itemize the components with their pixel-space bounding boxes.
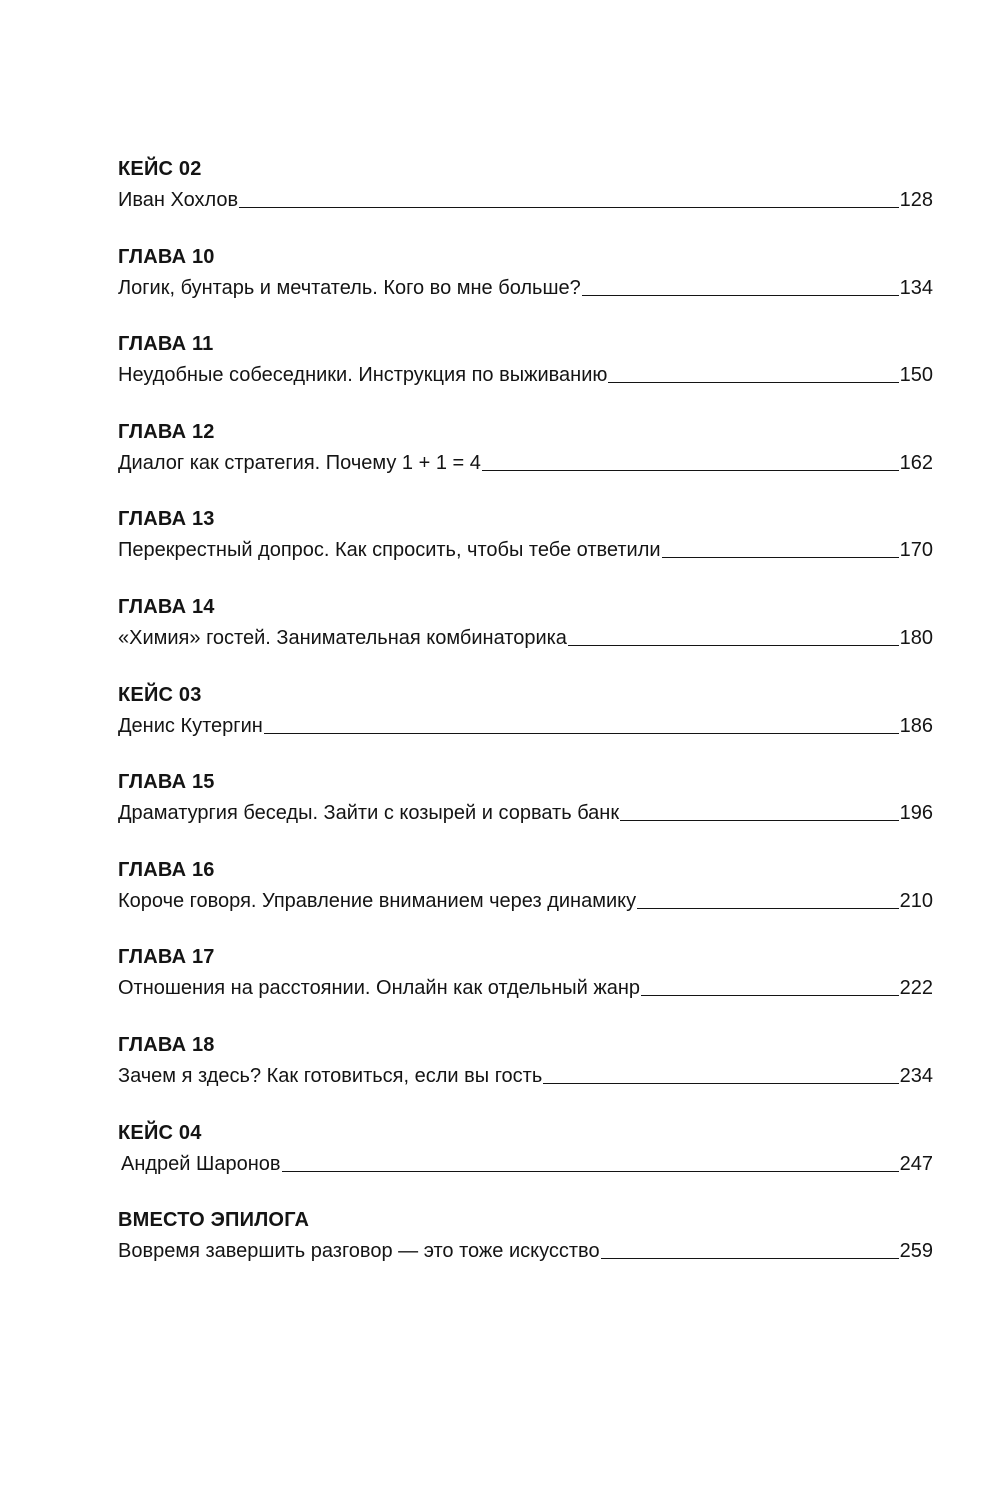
leader-line	[662, 557, 899, 558]
toc-entry	[118, 187, 933, 213]
toc-entry	[118, 1238, 933, 1264]
page-number: 128	[899, 189, 933, 211]
section-heading: ГЛАВА 11	[118, 333, 214, 356]
leader-line	[482, 470, 899, 471]
entry-title: Логик, бунтарь и мечтатель. Кого во мне больше?	[118, 276, 581, 299]
section-heading: ГЛАВА 13	[118, 508, 215, 531]
page-number: 234	[899, 1064, 933, 1087]
toc-entry	[118, 537, 933, 563]
page-number: 150	[899, 364, 933, 387]
page-number: 186	[899, 714, 933, 737]
section-heading: ВМЕСТО ЭПИЛОГА	[118, 1209, 310, 1232]
toc-entry	[118, 625, 933, 651]
page-number: 210	[899, 889, 933, 912]
toc-section-chapter-17	[118, 944, 933, 1032]
entry-title: Денис Кутергин	[118, 714, 263, 737]
leader-line	[264, 733, 899, 734]
section-heading: КЕЙС 03	[118, 683, 202, 706]
section-heading: ГЛАВА 15	[118, 771, 215, 794]
toc-entry	[118, 1151, 933, 1177]
leader-line	[601, 1258, 899, 1259]
entry-title: Иван Хохлов	[118, 189, 239, 211]
toc-entry	[118, 450, 933, 476]
toc-entry	[118, 888, 933, 914]
toc-entry	[118, 800, 933, 826]
leader-line	[568, 645, 899, 646]
toc-section-chapter-14	[118, 594, 933, 682]
toc-entry	[118, 713, 933, 739]
leader-line	[582, 295, 899, 296]
section-heading: ГЛАВА 10	[118, 245, 215, 268]
page-number: 180	[899, 626, 933, 649]
toc-section-chapter-13	[118, 506, 933, 594]
toc-section-chapter-16	[118, 857, 933, 945]
page-number: 247	[899, 1152, 933, 1175]
toc-section-case-02	[118, 156, 933, 244]
entry-title: Андрей Шаронов	[121, 1152, 281, 1175]
leader-line	[637, 908, 899, 909]
section-heading: КЕЙС 02	[118, 158, 202, 180]
section-heading: КЕЙС 04	[118, 1121, 202, 1144]
toc-entry	[118, 362, 933, 388]
leader-line	[641, 995, 899, 996]
section-heading: ГЛАВА 12	[118, 420, 215, 443]
entry-title: Зачем я здесь? Как готовиться, если вы гость	[118, 1064, 543, 1087]
page-number: 134	[899, 276, 933, 299]
section-heading: ГЛАВА 17	[118, 946, 215, 969]
toc-section-chapter-15	[118, 769, 933, 857]
toc-entry	[118, 275, 933, 301]
toc-section-chapter-18	[118, 1032, 933, 1120]
leader-line	[239, 207, 898, 208]
entry-title: Неудобные собеседники. Инструкция по выживанию	[118, 364, 608, 387]
page-number: 196	[899, 802, 933, 825]
entry-title: Драматургия беседы. Зайти с козырей и сорвать банк	[118, 802, 620, 825]
table-of-contents	[118, 156, 933, 1295]
section-heading: ГЛАВА 16	[118, 858, 215, 881]
entry-title: «Химия» гостей. Занимательная комбинаторика	[118, 626, 567, 649]
page-number: 222	[899, 977, 933, 1000]
toc-section-epilogue	[118, 1207, 933, 1295]
page-number: 259	[899, 1240, 933, 1263]
toc-section-chapter-11	[118, 331, 933, 419]
entry-title: Диалог как стратегия. Почему 1 + 1 = 4	[118, 451, 481, 474]
leader-line	[620, 820, 899, 821]
toc-entry	[118, 975, 933, 1001]
toc-section-chapter-10	[118, 244, 933, 332]
page-number: 170	[899, 539, 933, 562]
entry-title: Отношения на расстоянии. Онлайн как отдельный жанр	[118, 977, 641, 1000]
toc-entry	[118, 1063, 933, 1089]
leader-line	[543, 1083, 898, 1084]
toc-section-case-03	[118, 682, 933, 770]
entry-title: Перекрестный допрос. Как спросить, чтобы тебе ответили	[118, 539, 661, 562]
section-heading: ГЛАВА 18	[118, 1033, 215, 1056]
toc-section-case-04	[118, 1120, 933, 1208]
toc-section-chapter-12	[118, 419, 933, 507]
entry-title: Вовремя завершить разговор — это тоже искусство	[118, 1240, 600, 1263]
leader-line	[282, 1171, 899, 1172]
section-heading: ГЛАВА 14	[118, 595, 215, 618]
leader-line	[608, 382, 898, 383]
entry-title: Короче говоря. Управление вниманием через динамику	[118, 889, 637, 912]
page-number: 162	[899, 451, 933, 474]
